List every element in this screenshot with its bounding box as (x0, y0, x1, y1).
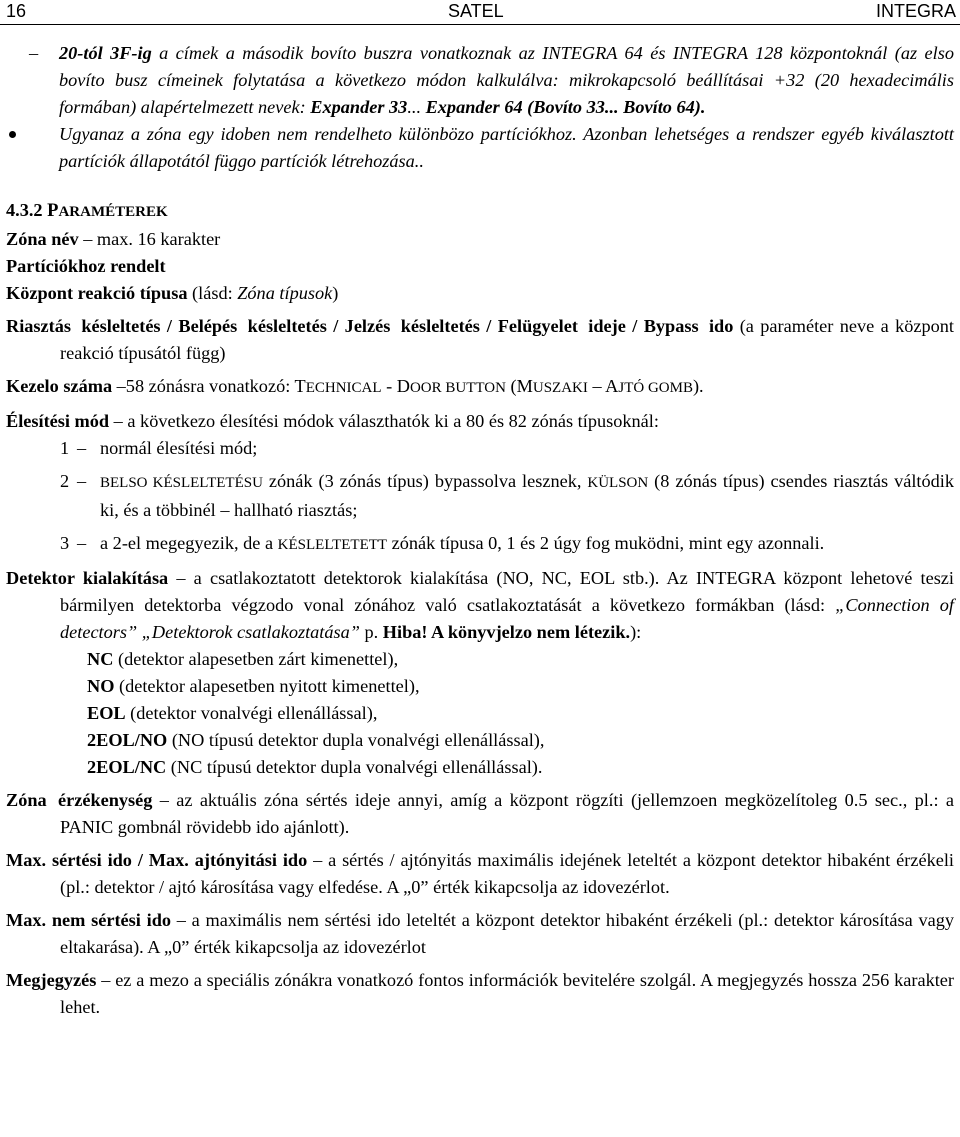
option-text: zónák (3 zónás típus) bypassolva lesznek, (262, 471, 588, 491)
list-item (87, 646, 954, 673)
param-label: Detektor kialakítása (6, 568, 169, 588)
param-label: Partíciókhoz rendelt (6, 256, 166, 276)
detector-code: NC (87, 649, 114, 669)
list-item-partition-note (6, 121, 954, 175)
detector-type-list (6, 646, 954, 781)
arming-option-2 (6, 468, 954, 524)
param-label: Zóna név (6, 229, 79, 249)
address-range-bold: 20-tól 3F-ig (59, 43, 152, 63)
list-item (87, 727, 954, 754)
param-text: – a sértés / ajtónyitás maximális idejének leteltét a központ detektor hibaként érzékeli (pl.: detektor / ajtó károsítása vagy elfedése. A „0” érték kikapcsolja az idovezérlot. (60, 850, 954, 897)
detector-desc: (detektor vonalvégi ellenállással), (125, 703, 378, 723)
small-caps-text: USZAKI (532, 380, 588, 396)
detector-desc: (NC típusú detektor dupla vonalvégi ellenállással). (166, 757, 543, 777)
separator: / (326, 316, 345, 336)
dash-marker: – (77, 471, 87, 491)
detector-desc: (detektor alapesetben zárt kimenettel), (113, 649, 399, 669)
detector-code: 2EOL/NO (87, 730, 168, 750)
param-label: Zóna érzékenység (6, 790, 153, 810)
paren: ). (694, 97, 706, 117)
param-text: – a maximális nem sértési ido leteltét a központ detektor hibaként érzékeli (pl.: detektor károsítása vagy eltakarása). A „0” érték kikapcsolja az idovezérlot (60, 910, 954, 957)
param-text: ): (630, 622, 642, 642)
option-number: 1 (60, 438, 70, 458)
list-item-address-range (6, 40, 954, 121)
param-label: Bypass ido (643, 316, 734, 336)
detector-code: 2EOL/NC (87, 757, 167, 777)
param-elesitesi-mod (6, 408, 954, 435)
item-text: a címek a második bovíto buszra vonatkoznak az INTEGRA 64 és INTEGRA 128 központoknál (az elso bovíto busz címeinek folytatása a következo módon kalkulálva: mikrokapcsoló beállításai +32 (20 hexadecimális formában) alapértelmezett nevek: (59, 43, 954, 117)
expander-name: Bovíto 64 (623, 97, 695, 117)
separator: / (160, 316, 179, 336)
detector-code: EOL (87, 703, 126, 723)
param-text: –58 zónásra vonatkozó: T (112, 376, 306, 396)
param-text: – a csatlakoztatott detektorok kialakítása (NO, NC, EOL stb.). Az INTEGRA központ lehetové teszi bármilyen detektorba végzodo vonal zónához való csatlakoztatását a következo formákban (lásd: (60, 568, 954, 615)
ellipsis: ... (604, 97, 624, 117)
expander-name: Expander 33 (310, 97, 408, 117)
detector-code: NO (87, 676, 115, 696)
param-text: – A (587, 376, 619, 396)
list-item (87, 700, 954, 727)
separator: / (479, 316, 498, 336)
document-body (6, 40, 954, 1021)
param-label: Kezelo száma (6, 376, 113, 396)
section-heading (6, 197, 954, 226)
param-detektor (6, 565, 954, 646)
header-brand: SATEL (448, 1, 504, 21)
param-kozpont-reakcio (6, 280, 954, 307)
list-item (87, 754, 954, 781)
small-caps-text: JTÓ GOMB (618, 380, 693, 396)
param-particio (6, 253, 954, 280)
bullet-icon (9, 131, 16, 138)
param-erzekenyseg (6, 787, 954, 841)
paren: ( (522, 97, 534, 117)
detector-desc: (NO típusú detektor dupla vonalvégi ellenállással), (167, 730, 545, 750)
small-caps-text: KÉSLELTETETT (277, 537, 388, 553)
param-text: (a paraméter neve a központ reakció típusától függ) (60, 316, 954, 363)
option-text: zónák típusa 0, 1 és 2 úgy fog muködni, mint egy azonnali. (387, 533, 825, 553)
section-title-initial: P (47, 201, 59, 221)
param-text: (lásd: (187, 283, 238, 303)
param-text: - D (381, 376, 410, 396)
option-number: 2 (60, 471, 70, 491)
param-riasztas (6, 313, 954, 367)
dash-marker: – (77, 438, 87, 458)
option-number: 3 (60, 533, 70, 553)
option-text: normál élesítési mód; (100, 438, 258, 458)
ellipsis: ... (407, 97, 426, 117)
param-text: – a következo élesítési módok választhatók ki a 80 és 82 zónás típusoknál: (109, 411, 659, 431)
option-text: a 2-el megegyezik, de a (100, 533, 278, 553)
param-label: Max. sértési ido / Max. ajtónyitási ido (6, 850, 308, 870)
param-zona-nev (6, 226, 954, 253)
small-caps-text: BELSO KÉSLELTETÉSU (100, 475, 263, 491)
section-number: 4.3.2 (6, 200, 48, 220)
small-caps-text: OOR BUTTON (409, 380, 506, 396)
broken-reference: Hiba! A könyvjelzo nem létezik. (382, 622, 631, 642)
param-kezelo (6, 373, 954, 402)
param-label: Max. nem sértési ido (6, 910, 172, 930)
param-text: (M (505, 376, 533, 396)
cross-reference: „Connection of detectors” (60, 595, 954, 642)
param-label: Élesítési mód (6, 411, 110, 431)
option-text: (8 zónás típus) csendes riasztás váltódik ki, és a többinél – hallható riasztás; (100, 471, 955, 520)
section-title: ARAMÉTEREK (58, 204, 168, 220)
param-label: Megjegyzés (6, 970, 97, 990)
param-label: Riasztás késleltetés (6, 316, 161, 336)
param-megjegyzes (6, 967, 954, 1021)
param-label: Belépés késleltetés (178, 316, 327, 336)
cross-reference: Zóna típusok (237, 283, 333, 303)
arming-option-1 (6, 435, 954, 462)
detector-desc: (detektor alapesetben nyitott kimenettel), (114, 676, 420, 696)
param-text: p. (359, 622, 383, 642)
param-label: Felügyelet ideje (497, 316, 626, 336)
param-max-sertesi (6, 847, 954, 901)
param-text: – az aktuális zóna sértés ideje annyi, amíg a központ rögzíti (jellemzoen megközelítoleg 0.5 sec., pl.: a PANIC gombnál rövidebb ido ajánlott). (60, 790, 954, 837)
header-product: INTEGRA (875, 1, 956, 21)
param-text: – ez a mezo a speciális zónákra vonatkozó fontos információk bevitelére szolgál. A megjegyzés hossza 256 karakter lehet. (60, 970, 954, 1017)
page-number: 16 (6, 1, 27, 21)
dash-marker: – (29, 43, 39, 63)
separator: / (625, 316, 644, 336)
page-header (0, 0, 960, 25)
small-caps-text: ECHNICAL (305, 380, 382, 396)
small-caps-text: KÜLSON (587, 475, 649, 491)
param-max-nem-sertesi (6, 907, 954, 961)
arming-option-3 (6, 530, 954, 559)
param-text: ). (692, 376, 704, 396)
param-label: Központ reakció típusa (6, 283, 188, 303)
dash-marker: – (77, 533, 87, 553)
cross-reference: „Detektorok csatlakoztatása” (141, 622, 360, 642)
expander-name: Bovíto 33 (533, 97, 605, 117)
param-text: – max. 16 karakter (78, 229, 221, 249)
param-text: ) (332, 283, 339, 303)
expander-name: Expander 64 (425, 97, 523, 117)
param-label: Jelzés késleltetés (344, 316, 480, 336)
list-item (87, 673, 954, 700)
item-text: Ugyanaz a zóna egy idoben nem rendelheto különbözo partíciókhoz. Azonban lehetséges a rendszer egyéb kiválasztott partíciók állapotától függo partíciók létrehozása.. (59, 124, 954, 171)
